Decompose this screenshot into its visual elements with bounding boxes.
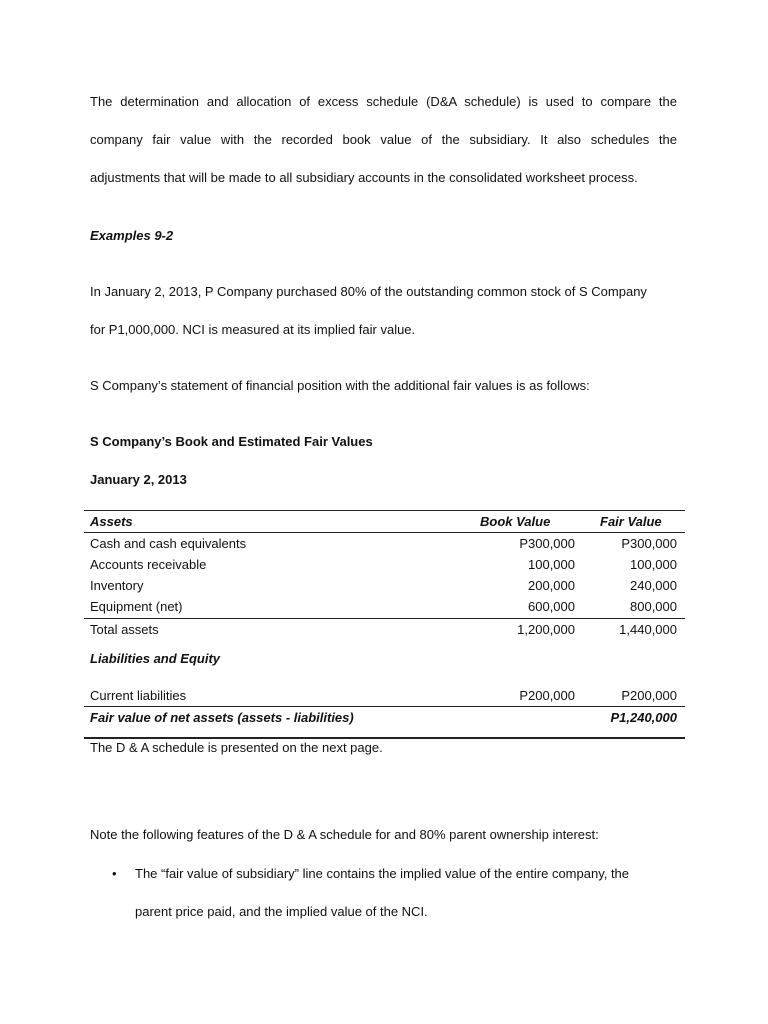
intro-line-1: The determination and allocation of excess schedule (D&A schedule) is used to compare the xyxy=(90,94,677,109)
table-date: January 2, 2013 xyxy=(90,472,187,487)
net-assets-row xyxy=(84,708,685,728)
current-liabilities-fair: P200,000 xyxy=(621,688,677,703)
header-fair-value: Fair Value xyxy=(600,514,662,529)
table-title: S Company’s Book and Estimated Fair Values xyxy=(90,434,373,449)
bullet-line-2: parent price paid, and the implied value of the NCI. xyxy=(135,904,428,919)
current-liabilities-book: P200,000 xyxy=(519,688,575,703)
row-label: Equipment (net) xyxy=(90,599,183,614)
table-row xyxy=(84,555,685,575)
liabilities-heading: Liabilities and Equity xyxy=(90,651,221,666)
row-label: Cash and cash equivalents xyxy=(90,536,247,551)
liabilities-heading-row xyxy=(84,649,685,669)
total-divider xyxy=(84,618,685,619)
example-line-2: for P1,000,000. NCI is measured at its implied fair value. xyxy=(90,322,416,337)
net-assets-fair: P1,240,000 xyxy=(610,710,677,725)
row-fair-value: 100,000 xyxy=(630,557,677,572)
table-header-row xyxy=(84,512,685,532)
row-fair-value: 240,000 xyxy=(630,578,677,593)
current-liabilities-label: Current liabilities xyxy=(90,688,187,703)
row-book-value: 100,000 xyxy=(528,557,575,572)
table-top-rule xyxy=(84,510,685,511)
row-book-value: 200,000 xyxy=(528,578,575,593)
header-book-value: Book Value xyxy=(480,514,551,529)
features-intro: Note the following features of the D & A schedule for and 80% parent ownership interest: xyxy=(90,827,599,842)
header-divider xyxy=(84,532,685,533)
current-liabilities-row xyxy=(84,686,685,706)
net-assets-label: Fair value of net assets (assets - liabilities) xyxy=(90,710,354,725)
row-fair-value: 800,000 xyxy=(630,599,677,614)
table-bottom-rule xyxy=(84,737,685,739)
row-book-value: 600,000 xyxy=(528,599,575,614)
next-page-note: The D & A schedule is presented on the next page. xyxy=(90,740,383,755)
total-fair-value: 1,440,000 xyxy=(619,622,677,637)
statement-intro: S Company’s statement of financial position with the additional fair values is as follows: xyxy=(90,378,590,393)
table-row xyxy=(84,534,685,554)
intro-line-2: company fair value with the recorded book value of the subsidiary. It also schedules the xyxy=(90,132,677,147)
header-assets: Assets xyxy=(90,514,133,529)
table-row xyxy=(84,597,685,617)
example-heading: Examples 9-2 xyxy=(90,228,174,243)
total-book-value: 1,200,000 xyxy=(517,622,575,637)
table-row xyxy=(84,576,685,596)
total-row xyxy=(84,620,685,640)
net-assets-divider xyxy=(84,706,685,707)
bullet-icon: • xyxy=(112,866,117,881)
example-line-1: In January 2, 2013, P Company purchased 80% of the outstanding common stock of S Company xyxy=(90,284,647,299)
row-label: Accounts receivable xyxy=(90,557,207,572)
row-label: Inventory xyxy=(90,578,144,593)
intro-line-3: adjustments that will be made to all subsidiary accounts in the consolidated worksheet process. xyxy=(90,170,638,185)
total-label: Total assets xyxy=(90,622,159,637)
row-fair-value: P300,000 xyxy=(621,536,677,551)
row-book-value: P300,000 xyxy=(519,536,575,551)
bullet-line-1: The “fair value of subsidiary” line contains the implied value of the entire company, the xyxy=(135,866,630,881)
